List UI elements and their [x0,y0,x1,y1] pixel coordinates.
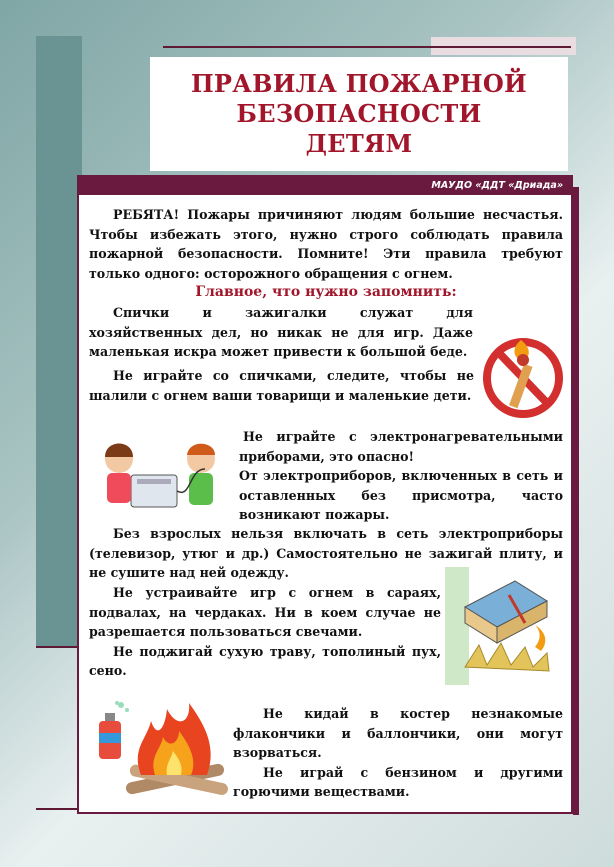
rule-block [239,427,563,525]
rule-text: Без взрослых нельзя включать в сеть электроприборы (телевизор, утюг и др.) Самостоятельно не зажигай плиту, и не сушите над ней одежду. [89,526,563,581]
children-plug-icon [93,429,233,519]
rule-text: Не поджигай сухую траву, тополиный пух, сено. [89,643,441,679]
rule-block [89,366,474,405]
section-subtitle: Главное, что нужно запомнить: [195,284,457,301]
rule-text: Не устраивайте игр с огнем в сараях, подвалах, на чердаках. Ни в коем случае не разрешается пользоваться свечами. [89,585,441,640]
content-card [77,175,573,814]
rule-block [89,583,441,681]
title-line: БЕЗОПАСНОСТИ [236,99,482,128]
rule-text: От электроприборов, включенных в сеть и оставленных без присмотра, часто возникают пожары. [239,468,563,523]
rule-text: Не играйте с электронагревательными приборами, это опасно! [239,429,563,464]
decor-line [36,808,82,810]
rule-text: Спички и зажигалки служат для хозяйственных дел, но никак не для игр. Даже маленькая искра может привести к большой беде. [89,304,473,360]
no-matches-icon [481,334,565,420]
decor-bar [573,187,579,815]
matchbox-grass-icon [445,567,565,685]
campfire-icon [121,699,233,795]
decor-block [36,36,82,648]
intro-text: РЕБЯТА! Пожары причиняют людям большие несчастья. Чтобы избежать этого, нужно строго соблюдать правила пожарной безопасности. Помните! Эти правила требуют только одного: осторожного обращения с огнем. [89,207,563,281]
rule-text: Не играйте со спичками, следите, чтобы не шалили с огнем ваши товарищи и маленькие дети. [89,368,474,403]
rule-block [233,704,563,802]
rule-text: Не кидай в костер незнакомые флакончики и баллончики, они могут взорваться. [233,706,563,761]
decor-line [36,646,82,648]
rule-text: Не играй с бензином и другими горючими веществами. [233,764,563,800]
org-name: МАУДО «ДДТ «Дриада» [79,177,571,195]
title-box [150,57,568,171]
title-line: ДЕТЯМ [305,129,413,158]
decor-line [163,46,571,48]
title-line: ПРАВИЛА ПОЖАРНОЙ [190,69,528,98]
